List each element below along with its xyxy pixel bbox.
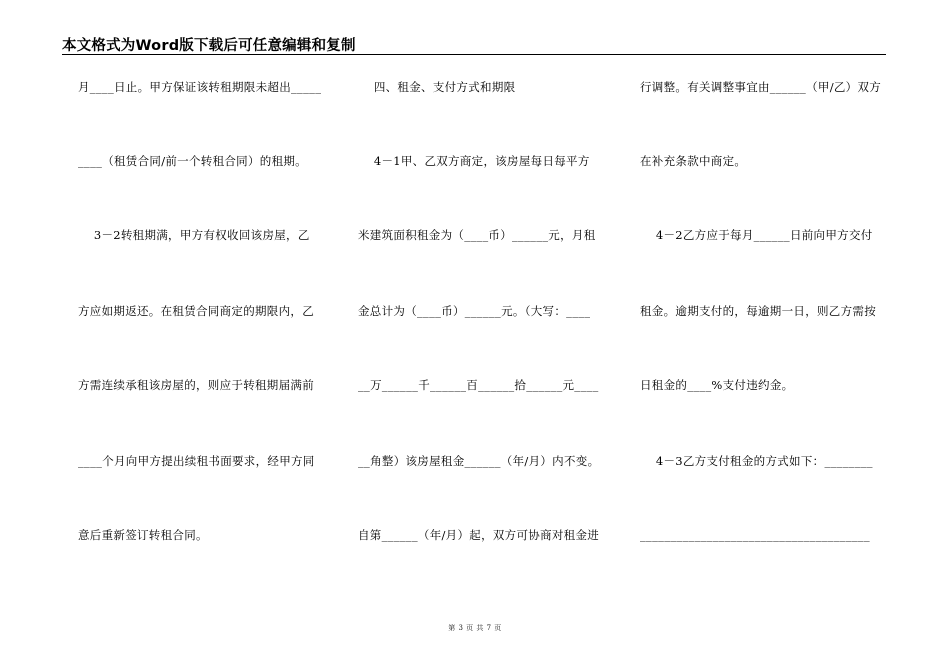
text-column-1: [78, 0, 323, 600]
text-column-3: [640, 0, 890, 600]
text-line: 在补充条款中商定。: [640, 154, 747, 168]
text-line: ______________________________________: [640, 528, 870, 542]
text-column-2: [358, 0, 613, 600]
text-line: ____（租赁合同/前一个转租合同）的租期。: [78, 154, 307, 168]
text-line: 租金。逾期支付的，每逾期一日，则乙方需按: [640, 304, 876, 318]
text-line: 米建筑面积租金为（____币）______元，月租: [358, 228, 596, 242]
text-line: 行调整。有关调整事宜由______（甲/乙）双方: [640, 80, 882, 94]
text-line: 方应如期返还。在租赁合同商定的期限内，乙: [78, 304, 314, 318]
text-line: 3－2转租期满，甲方有权收回该房屋，乙: [78, 228, 310, 242]
text-line: 方需连续承租该房屋的，则应于转租期届满前: [78, 378, 314, 392]
text-line: 意后重新签订转租合同。: [78, 528, 208, 542]
text-line: 月____日止。甲方保证该转租期限未超出_____: [78, 80, 322, 94]
text-line: __角整）该房屋租金______（年/月）内不变。: [358, 454, 600, 468]
text-line: 4－3乙方支付租金的方式如下：________: [640, 454, 873, 468]
text-line: __万______千______百______拾______元____: [358, 378, 599, 392]
text-line: ____个月向甲方提出续租书面要求，经甲方同: [78, 454, 315, 468]
text-line: 4－1甲、乙双方商定，该房屋每日每平方: [358, 154, 590, 168]
document-header-title: 本文格式为Word版下载后可任意编辑和复制: [62, 38, 356, 54]
text-line: 自第______（年/月）起，双方可协商对租金进: [358, 528, 600, 542]
text-line: 日租金的____%支付违约金。: [640, 378, 794, 392]
page-number-footer: 第 3 页 共 7 页: [448, 624, 502, 632]
text-line: 四、租金、支付方式和期限: [358, 80, 516, 94]
text-line: 4－2乙方应于每月______日前向甲方交付: [640, 228, 873, 242]
text-line: 金总计为（____币）______元。（大写：____: [358, 304, 591, 318]
